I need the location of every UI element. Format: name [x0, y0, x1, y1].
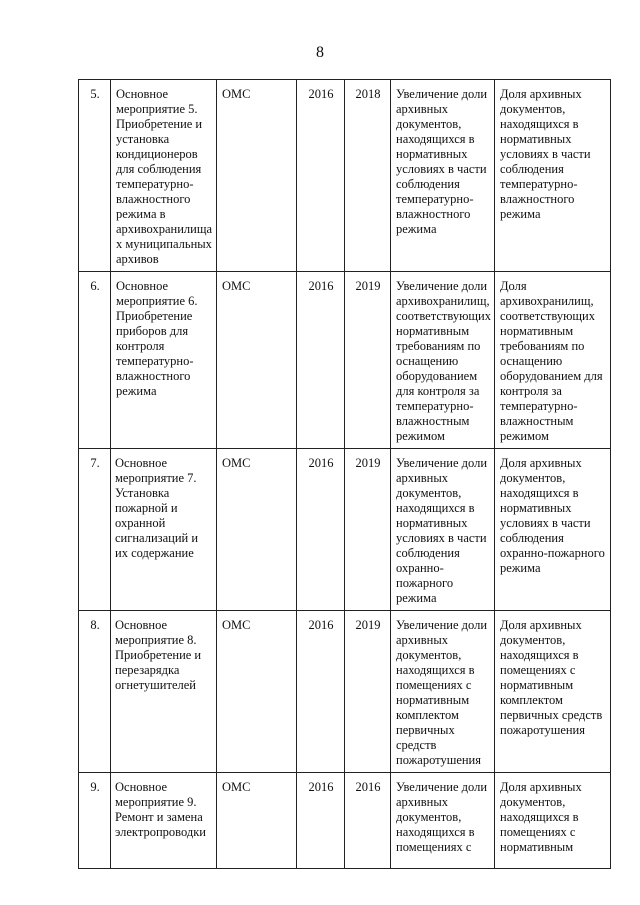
funding-source: ОМС: [217, 80, 297, 272]
indicator: Доля архивных документов, находящихся в нормативных условиях в части соблюдения температурно-влажностного режима: [495, 80, 611, 272]
measure-name: Основное мероприятие 9. Ремонт и замена электропроводки: [111, 773, 217, 869]
end-year: 2018: [345, 80, 391, 272]
start-year: 2016: [297, 449, 345, 611]
expected-result: Увеличение доли архивохранилищ, соответствующих нормативным требованиям по оснащению оборудованием для контроля за температурно-влажностным режимом: [391, 272, 495, 449]
page-number: 8: [316, 44, 324, 61]
end-year: 2016: [345, 773, 391, 869]
funding-source: ОМС: [217, 611, 297, 773]
table-row: [79, 773, 611, 869]
end-year: 2019: [345, 272, 391, 449]
expected-result: Увеличение доли архивных документов, находящихся в помещениях с: [391, 773, 495, 869]
table-row: [79, 272, 611, 449]
measure-name: Основное мероприятие 7. Установка пожарной и охранной сигнализаций и их содержание: [111, 449, 217, 611]
measure-name: Основное мероприятие 8. Приобретение и перезарядка огнетушителей: [111, 611, 217, 773]
expected-result: Увеличение доли архивных документов, находящихся в нормативных условиях в части соблюдения охранно-пожарного режима: [391, 449, 495, 611]
start-year: 2016: [297, 272, 345, 449]
table-row: [79, 80, 611, 272]
row-number: 7.: [79, 449, 111, 611]
measure-name: Основное мероприятие 5. Приобретение и установка кондиционеров для соблюдения температурно-влажностного режима в архивохранилища х муниципальных архивов: [111, 80, 217, 272]
expected-result: Увеличение доли архивных документов, находящихся в нормативных условиях в части соблюдения температурно-влажностного режима: [391, 80, 495, 272]
measures-table: [78, 79, 611, 869]
funding-source: ОМС: [217, 272, 297, 449]
indicator: Доля архивных документов, находящихся в помещениях с нормативным: [495, 773, 611, 869]
funding-source: ОМС: [217, 773, 297, 869]
funding-source: ОМС: [217, 449, 297, 611]
measure-name: Основное мероприятие 6. Приобретение приборов для контроля температурно-влажностного режима: [111, 272, 217, 449]
row-number: 5.: [79, 80, 111, 272]
start-year: 2016: [297, 611, 345, 773]
row-number: 8.: [79, 611, 111, 773]
start-year: 2016: [297, 773, 345, 869]
expected-result: Увеличение доли архивных документов, находящихся в помещениях с нормативным комплектом первичных средств пожаротушения: [391, 611, 495, 773]
start-year: 2016: [297, 80, 345, 272]
indicator: Доля архивохранилищ, соответствующих нормативным требованиям по оснащению оборудованием для контроля за температурно-влажностным режимом: [495, 272, 611, 449]
row-number: 9.: [79, 773, 111, 869]
table-row: [79, 611, 611, 773]
row-number: 6.: [79, 272, 111, 449]
table-row: [79, 449, 611, 611]
indicator: Доля архивных документов, находящихся в помещениях с нормативным комплектом первичных средств пожаротушения: [495, 611, 611, 773]
end-year: 2019: [345, 449, 391, 611]
indicator: Доля архивных документов, находящихся в нормативных условиях в части соблюдения охранно-пожарного режима: [495, 449, 611, 611]
end-year: 2019: [345, 611, 391, 773]
